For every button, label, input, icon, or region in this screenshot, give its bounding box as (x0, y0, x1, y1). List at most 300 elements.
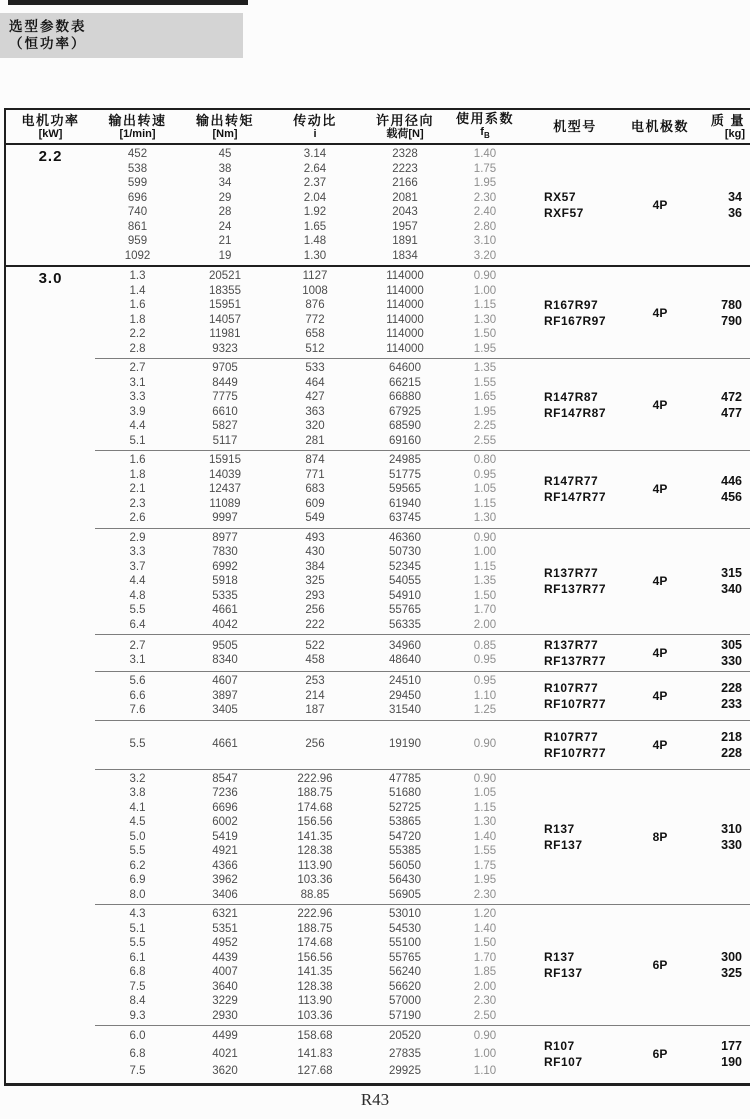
table-row (95, 342, 520, 357)
output-torque-cell: 9505 (212, 639, 238, 652)
model-numbers (520, 297, 630, 329)
service-factor-cell: 0.85 (473, 639, 497, 652)
gear-ratio-cell: 549 (305, 512, 325, 524)
output-torque-cell: 38 (218, 162, 232, 175)
output-speed-cell: 452 (127, 148, 148, 160)
gear-ratio-cell: 771 (305, 468, 325, 481)
output-torque-cell: 9705 (212, 362, 238, 374)
weight-value: 456 (721, 490, 742, 505)
radial-load-cell: 55765 (389, 604, 421, 616)
gear-ratio-cell: 1.48 (303, 235, 327, 247)
table-row (95, 801, 520, 816)
output-speed-cell: 3.1 (129, 376, 146, 389)
table-row (95, 249, 520, 264)
service-factor-cell: 2.25 (473, 420, 497, 432)
gear-ratio-cell: 188.75 (297, 787, 333, 799)
gear-ratio-cell: 874 (305, 454, 325, 466)
gear-block (95, 358, 750, 450)
weight-values (690, 821, 750, 853)
gear-block (95, 528, 750, 635)
output-speed-cell: 2.1 (129, 483, 146, 495)
service-factor-cell: 1.00 (473, 546, 497, 558)
output-torque-cell: 4021 (212, 1047, 238, 1060)
service-factor-cell: 1.10 (473, 1065, 497, 1077)
col-header-service-factor (450, 110, 520, 143)
service-factor-cell: 1.30 (473, 816, 497, 828)
weight-value: 305 (721, 638, 742, 652)
radial-load-cell: 66215 (389, 376, 421, 389)
gear-ratio-cell: 174.68 (297, 801, 333, 814)
table-row (95, 1063, 520, 1081)
col-header-gear-ratio (270, 110, 360, 143)
service-factor-cell: 1.10 (473, 689, 497, 702)
model-name: R147R77 (544, 474, 599, 489)
output-torque-cell: 2930 (212, 1009, 238, 1022)
service-factor-cell: 1.15 (473, 560, 497, 573)
radial-load-cell: 19190 (389, 738, 421, 751)
service-factor-cell: 2.50 (473, 1009, 497, 1022)
col-header-output-speed (95, 110, 180, 143)
output-speed-cell: 8.4 (129, 995, 146, 1007)
service-factor-cell: 1.50 (473, 937, 497, 949)
gear-block (95, 634, 750, 671)
service-factor-cell: 0.90 (473, 1030, 497, 1042)
output-speed-cell: 6.6 (129, 689, 146, 702)
power-section (6, 145, 750, 265)
table-row (95, 772, 520, 787)
table-header (6, 110, 750, 145)
output-speed-cell: 4.5 (129, 816, 146, 828)
table-row (95, 603, 520, 618)
table-row (95, 162, 520, 177)
model-name: RF137 (544, 966, 583, 980)
page-title-line1: 选型参数表 (9, 19, 87, 34)
model-name: R107R77 (544, 680, 599, 695)
table-row (95, 269, 520, 284)
pole-count: 4P (652, 737, 668, 752)
weight-value: 310 (721, 821, 742, 836)
radial-load-cell: 52345 (389, 560, 421, 573)
output-speed-cell: 1.3 (129, 270, 146, 282)
weight-value: 340 (721, 582, 742, 597)
output-torque-cell: 5827 (212, 420, 238, 432)
table-row (95, 453, 520, 468)
service-factor-cell: 3.20 (473, 249, 497, 262)
table-row (95, 147, 520, 162)
model-numbers (520, 680, 630, 712)
service-factor-cell: 0.95 (473, 468, 497, 481)
table-row (95, 191, 520, 206)
gear-ratio-cell: 427 (305, 391, 325, 403)
radial-load-cell: 114000 (386, 342, 424, 355)
output-torque-cell: 9997 (212, 512, 238, 524)
service-factor-cell: 1.95 (473, 342, 497, 355)
output-torque-cell: 20521 (209, 270, 241, 282)
output-torque-cell: 29 (218, 191, 232, 204)
output-speed-cell: 5.1 (129, 922, 146, 935)
col-header-output-torque (180, 110, 270, 143)
model-name: RX57 (544, 190, 577, 204)
service-factor-cell: 1.40 (473, 922, 497, 935)
pole-count: 4P (652, 305, 668, 320)
radial-load-cell: 51775 (389, 468, 421, 481)
output-torque-cell: 4499 (212, 1030, 238, 1042)
gear-ratio-cell: 1127 (302, 270, 328, 282)
radial-load-cell: 114000 (386, 299, 424, 311)
output-speed-cell: 2.3 (129, 497, 146, 510)
gear-ratio-cell: 141.83 (297, 1047, 333, 1060)
service-factor-cell: 1.05 (473, 483, 497, 495)
output-torque-cell: 11981 (209, 328, 241, 340)
table-row (95, 234, 520, 249)
weight-value: 477 (721, 405, 742, 420)
weight-value: 446 (721, 474, 742, 489)
radial-load-cell: 29450 (389, 689, 421, 702)
output-speed-cell: 3.3 (129, 546, 146, 558)
radial-load-cell: 56620 (389, 980, 421, 993)
table-row (95, 205, 520, 220)
service-factor-cell: 2.55 (473, 434, 497, 447)
output-torque-cell: 24 (218, 220, 232, 233)
model-name: R137R77 (544, 566, 599, 581)
pole-count: 6P (652, 958, 668, 972)
table-row (95, 639, 520, 654)
table-row (95, 994, 520, 1009)
radial-load-cell: 31540 (389, 704, 421, 716)
gear-ratio-cell: 281 (305, 434, 325, 447)
weight-value: 330 (721, 837, 742, 852)
table-row (95, 653, 520, 668)
data-rows (95, 907, 520, 1023)
gear-ratio-cell: 2.04 (303, 191, 327, 204)
selection-parameter-table (4, 108, 750, 1086)
gear-ratio-cell: 128.38 (297, 980, 333, 993)
table-row (95, 815, 520, 830)
table-row (95, 419, 520, 434)
gear-ratio-cell: 522 (305, 639, 325, 652)
pole-count: 4P (652, 397, 668, 412)
weight-values (690, 729, 750, 761)
gear-ratio-cell: 533 (305, 362, 325, 374)
output-speed-cell: 861 (127, 220, 148, 233)
radial-load-cell: 56335 (389, 618, 421, 631)
radial-load-cell: 57190 (389, 1009, 421, 1022)
model-name: R137 (544, 950, 575, 964)
output-speed-cell: 5.1 (129, 434, 146, 447)
gear-ratio-cell: 658 (305, 328, 325, 340)
table-row (95, 873, 520, 888)
table-row (95, 980, 520, 995)
output-torque-cell: 18355 (209, 284, 241, 297)
output-speed-cell: 538 (127, 162, 148, 175)
gear-ratio-cell: 2.64 (303, 162, 327, 175)
weight-value: 330 (721, 654, 742, 668)
model-name: R107R77 (544, 729, 599, 744)
radial-load-cell: 55100 (389, 937, 421, 949)
output-torque-cell: 4439 (212, 951, 238, 964)
output-speed-cell: 1092 (124, 249, 151, 262)
output-torque-cell: 19 (218, 249, 232, 262)
model-name: RF137R77 (544, 582, 607, 597)
gear-ratio-cell: 156.56 (297, 951, 333, 964)
output-speed-cell: 1.6 (129, 299, 146, 311)
weight-value: 36 (728, 206, 742, 220)
output-speed-cell: 5.5 (129, 604, 146, 616)
model-name: RF137R77 (544, 654, 607, 668)
model-name: R167R97 (544, 297, 599, 312)
model-name: R137R77 (544, 638, 599, 652)
data-rows (95, 269, 520, 356)
col-header-motor-power-title: 电机功率 (21, 113, 80, 128)
pole-count: 4P (652, 482, 668, 497)
service-factor-cell: 1.15 (473, 801, 497, 814)
service-factor-cell: 1.55 (473, 845, 497, 857)
table-row (95, 327, 520, 342)
weight-value: 177 (721, 1039, 742, 1054)
radial-load-cell: 51680 (389, 787, 421, 799)
table-row (95, 468, 520, 483)
output-speed-cell: 1.8 (129, 468, 146, 481)
gear-ratio-cell: 222 (305, 618, 325, 631)
radial-load-cell: 2223 (392, 162, 418, 175)
model-name: RF107R77 (544, 745, 607, 760)
col-header-motor-poles-title: 电机极数 (630, 119, 689, 134)
model-numbers (520, 637, 630, 669)
col-header-output-speed-title: 输出转速 (108, 113, 167, 128)
motor-power-value: 3.0 (38, 270, 63, 287)
gear-ratio-cell: 1.92 (303, 206, 327, 218)
gear-ratio-cell: 103.36 (297, 874, 333, 886)
gear-ratio-cell: 174.68 (297, 937, 333, 949)
col-header-radial-load (360, 110, 450, 143)
model-name: R137 (544, 821, 575, 836)
table-row (95, 284, 520, 299)
gear-ratio-cell: 1.30 (303, 249, 327, 262)
weight-values (690, 473, 750, 505)
output-speed-cell: 6.8 (129, 966, 146, 978)
table-row (95, 1046, 520, 1064)
data-rows (95, 639, 520, 668)
service-factor-cell: 1.50 (473, 589, 497, 602)
table-row (95, 830, 520, 845)
service-factor-cell: 2.30 (473, 995, 497, 1007)
gear-block (95, 145, 750, 265)
radial-load-cell: 2081 (392, 191, 418, 204)
output-speed-cell: 6.9 (129, 874, 146, 886)
service-factor-cell: 1.40 (473, 148, 497, 160)
gear-ratio-cell: 214 (305, 689, 325, 702)
radial-load-cell: 66880 (389, 391, 421, 403)
output-torque-cell: 15951 (209, 299, 241, 311)
output-speed-cell: 8.0 (129, 888, 146, 901)
gear-block (95, 769, 750, 905)
weight-value: 472 (721, 389, 742, 404)
service-factor-cell: 0.90 (473, 772, 497, 785)
gear-ratio-cell: 156.56 (297, 816, 333, 828)
table-row (95, 859, 520, 874)
gear-ratio-cell: 464 (305, 376, 325, 389)
gear-ratio-cell: 141.35 (297, 830, 333, 843)
weight-values (690, 637, 750, 669)
output-torque-cell: 5918 (212, 575, 238, 587)
service-factor-cell: 2.00 (473, 618, 497, 631)
table-row (95, 703, 520, 718)
weight-value: 218 (721, 729, 742, 744)
output-torque-cell: 4661 (212, 604, 238, 616)
weight-value: 300 (721, 950, 742, 964)
service-factor-cell: 1.25 (473, 704, 497, 716)
model-name: RXF57 (544, 206, 584, 220)
service-factor-cell: 1.05 (473, 787, 497, 799)
service-factor-cell: 2.00 (473, 980, 497, 993)
gear-ratio-cell: 363 (305, 405, 325, 418)
radial-load-cell: 1834 (392, 249, 418, 262)
radial-load-cell: 55765 (389, 951, 421, 964)
service-factor-cell: 0.95 (473, 675, 497, 687)
pole-count: 4P (652, 688, 668, 703)
output-torque-cell: 4921 (212, 845, 238, 857)
table-row (95, 376, 520, 391)
weight-values (690, 1038, 750, 1070)
gear-block (95, 720, 750, 769)
table-row (95, 907, 520, 922)
pole-count: 4P (652, 646, 668, 660)
radial-load-cell: 1891 (392, 235, 418, 247)
col-header-weight-title: 质 量 (710, 113, 745, 128)
service-factor-cell: 0.80 (473, 454, 497, 466)
radial-load-cell: 54910 (389, 589, 421, 602)
gear-block (95, 904, 750, 1025)
radial-load-cell: 64600 (389, 362, 421, 374)
output-speed-cell: 2.8 (129, 342, 146, 355)
table-row (95, 936, 520, 951)
radial-load-cell: 2328 (392, 148, 418, 160)
output-torque-cell: 3229 (212, 995, 238, 1007)
service-factor-cell: 1.00 (473, 1047, 497, 1060)
table-row (95, 497, 520, 512)
gear-ratio-cell: 3.14 (303, 148, 327, 160)
output-speed-cell: 3.3 (129, 391, 146, 403)
table-row (95, 922, 520, 937)
output-speed-cell: 4.8 (129, 589, 146, 602)
output-speed-cell: 1.4 (129, 284, 146, 297)
radial-load-cell: 56240 (389, 966, 421, 978)
model-name: RF137 (544, 837, 583, 852)
table-row (95, 560, 520, 575)
col-header-weight-unit: [kg] (724, 128, 745, 140)
output-speed-cell: 2.6 (129, 512, 146, 524)
gear-ratio-cell: 127.68 (297, 1065, 333, 1077)
output-torque-cell: 8449 (212, 376, 238, 389)
col-header-service-factor-unit: $f_B$ (480, 125, 490, 141)
output-torque-cell: 5351 (212, 922, 238, 935)
service-factor-cell: 1.35 (473, 362, 497, 374)
output-speed-cell: 2.2 (129, 328, 146, 340)
radial-load-cell: 47785 (389, 772, 421, 785)
model-numbers (520, 389, 630, 421)
output-torque-cell: 12437 (209, 483, 241, 495)
weight-value: 190 (721, 1055, 742, 1070)
output-torque-cell: 4661 (212, 738, 238, 751)
model-numbers (520, 821, 630, 853)
output-torque-cell: 5419 (212, 830, 238, 843)
table-row (95, 361, 520, 376)
radial-load-cell: 2043 (392, 206, 418, 218)
output-torque-cell: 4952 (212, 937, 238, 949)
radial-load-cell: 69160 (389, 434, 421, 447)
gear-ratio-cell: 320 (305, 420, 325, 432)
table-row (95, 965, 520, 980)
radial-load-cell: 27835 (389, 1047, 421, 1060)
page-number: R43 (360, 1090, 390, 1109)
weight-values (690, 297, 750, 329)
service-factor-cell: 0.90 (473, 270, 497, 282)
model-name: R147R87 (544, 389, 599, 404)
service-factor-cell: 1.15 (473, 299, 497, 311)
data-rows (95, 531, 520, 633)
gear-ratio-cell: 683 (305, 483, 325, 495)
output-torque-cell: 6002 (212, 816, 238, 828)
col-header-weight (690, 110, 750, 143)
output-speed-cell: 696 (127, 191, 148, 204)
service-factor-cell: 1.70 (473, 951, 497, 964)
data-rows (95, 147, 520, 263)
gear-ratio-cell: 1008 (302, 284, 328, 297)
gear-block (95, 267, 750, 358)
table-row (95, 482, 520, 497)
output-speed-cell: 5.5 (129, 845, 146, 857)
gear-ratio-cell: 430 (305, 546, 325, 558)
output-torque-cell: 8340 (212, 654, 238, 666)
model-name: RF167R97 (544, 313, 607, 328)
output-speed-cell: 6.1 (129, 951, 146, 964)
output-speed-cell: 3.8 (129, 787, 146, 799)
data-rows (95, 1028, 520, 1081)
gear-ratio-cell: 512 (305, 342, 325, 355)
col-header-gear-ratio-title: 传动比 (293, 113, 337, 128)
output-speed-cell: 3.9 (129, 405, 146, 418)
radial-load-cell: 24510 (389, 675, 421, 687)
weight-value: 790 (721, 313, 742, 328)
output-speed-cell: 6.4 (129, 618, 146, 631)
service-factor-cell: 1.30 (473, 313, 497, 326)
table-row (95, 531, 520, 546)
weight-value: 233 (721, 696, 742, 711)
radial-load-cell: 34960 (389, 639, 421, 652)
col-header-radial-load-unit: 载荷[N] (386, 128, 424, 140)
table-body (6, 145, 750, 1083)
pole-count: 6P (652, 1047, 668, 1062)
block-list (95, 145, 750, 265)
model-numbers (520, 473, 630, 505)
service-factor-cell: 1.70 (473, 604, 497, 616)
service-factor-cell: 1.00 (473, 284, 497, 297)
output-speed-cell: 3.2 (129, 772, 146, 785)
col-header-motor-poles (630, 110, 690, 143)
data-rows (95, 361, 520, 448)
output-torque-cell: 7236 (212, 787, 238, 799)
service-factor-cell: 2.40 (473, 206, 497, 218)
service-factor-cell: 1.95 (473, 177, 497, 189)
table-row (95, 405, 520, 420)
table-row (95, 313, 520, 328)
model-name: RF107 (544, 1055, 583, 1070)
output-speed-cell: 740 (127, 206, 148, 218)
output-torque-cell: 8547 (212, 772, 238, 785)
model-numbers (520, 565, 630, 597)
data-rows (95, 453, 520, 526)
radial-load-cell: 114000 (386, 270, 424, 282)
